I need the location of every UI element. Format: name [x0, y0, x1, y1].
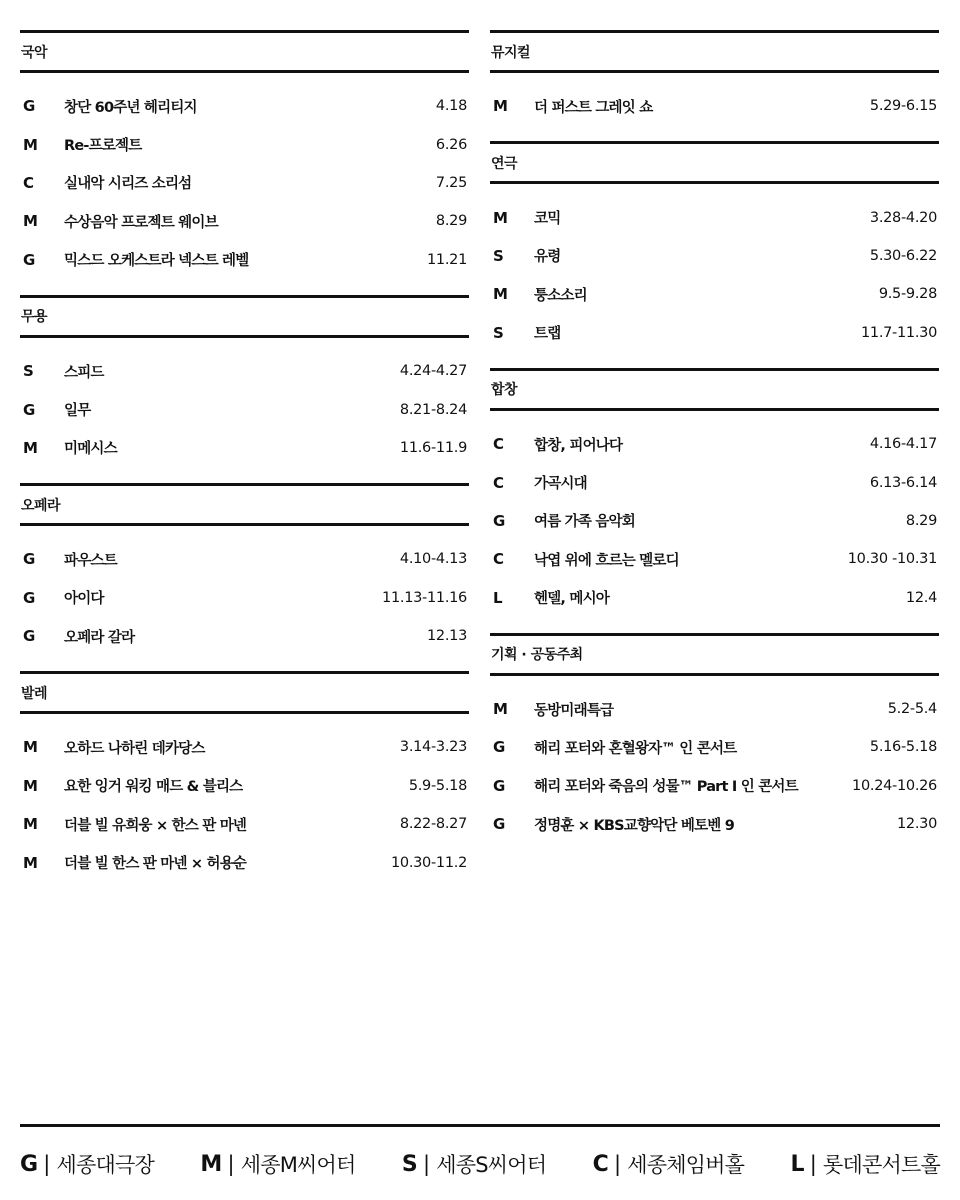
performance-title: 실내악 시리즈 소리섬 [64, 176, 192, 193]
performance-list [20, 526, 469, 671]
venue-code: S [493, 246, 504, 265]
performance-row [20, 767, 469, 805]
performance-title: 여름 가족 음악회 [534, 514, 635, 531]
performance-list [490, 73, 939, 141]
performance-title: 유령 [534, 249, 561, 266]
category-section [20, 483, 469, 671]
venue-code: G [493, 511, 506, 530]
performance-title: 파우스트 [64, 552, 117, 569]
performance-row [20, 390, 469, 428]
legend-venue-code: S [401, 1151, 417, 1177]
performance-title: 미메시스 [64, 441, 117, 458]
category-section [490, 141, 939, 368]
performance-row [490, 502, 939, 540]
legend-separator: | [227, 1152, 234, 1176]
venue-code: M [23, 853, 38, 872]
venue-code: G [23, 550, 36, 569]
legend-item [200, 1149, 355, 1179]
performance-list [20, 714, 469, 898]
performance-date: 10.30-11.2 [390, 854, 467, 871]
performance-date: 8.29 [905, 512, 937, 529]
performance-list [20, 338, 469, 483]
performance-date: 9.5-9.28 [878, 286, 937, 303]
category-section [20, 295, 469, 483]
category-section [490, 633, 939, 860]
performance-title: 믹스드 오케스트라 넥스트 레벨 [64, 253, 249, 270]
performance-row [20, 728, 469, 766]
category-heading: 무용 [20, 295, 469, 338]
performance-title: 가곡시대 [534, 476, 587, 493]
performance-list [490, 676, 939, 860]
venue-code: M [23, 438, 38, 457]
performance-row [20, 164, 469, 202]
performance-title: 해리 포터와 죽음의 성물™ Part I 인 콘서트 [534, 779, 798, 796]
legend-item [791, 1149, 940, 1179]
venue-code: G [23, 400, 36, 419]
performance-title: 코믹 [534, 211, 561, 228]
legend-venue-code: M [200, 1151, 222, 1177]
performance-row [490, 314, 939, 352]
venue-code: C [23, 173, 35, 192]
performance-date: 11.6-11.9 [399, 439, 467, 456]
performance-date: 11.13-11.16 [382, 589, 467, 606]
legend-venue-code: C [592, 1151, 608, 1177]
venue-code: L [493, 588, 503, 607]
performance-title: 헨델, 메시아 [534, 591, 609, 608]
performance-row [20, 579, 469, 617]
legend-venue-name: 세종S씨어터 [436, 1153, 547, 1177]
performance-row [20, 843, 469, 881]
performance-row [490, 540, 939, 578]
performance-date: 8.21-8.24 [399, 401, 467, 418]
venue-code: G [23, 588, 36, 607]
performance-date: 12.30 [896, 816, 937, 833]
performance-title: Re-프로젝트 [64, 138, 142, 155]
performance-row [20, 617, 469, 655]
performance-date: 5.29-6.15 [869, 98, 937, 115]
performance-title: 스피드 [64, 364, 104, 381]
venue-code: M [23, 738, 38, 757]
venue-code: C [493, 473, 505, 492]
category-heading: 오페라 [20, 483, 469, 526]
performance-date: 4.24-4.27 [399, 363, 467, 380]
category-section [490, 368, 939, 633]
performance-title: 합창, 피어나다 [534, 437, 623, 454]
venue-code: M [23, 212, 38, 231]
performance-title: 창단 60주년 헤리티지 [64, 99, 197, 116]
performance-date: 6.13-6.14 [869, 474, 937, 491]
venue-code: G [493, 738, 506, 757]
legend-item [20, 1149, 154, 1179]
performance-date: 11.21 [426, 251, 467, 268]
performance-row [490, 237, 939, 275]
venue-code: G [493, 776, 506, 795]
legend-item [593, 1149, 745, 1179]
right-column [490, 30, 939, 859]
category-heading: 합창 [490, 368, 939, 411]
performance-row [20, 352, 469, 390]
performance-row [20, 202, 469, 240]
performance-row [490, 579, 939, 617]
performance-row [490, 463, 939, 501]
legend-separator: | [422, 1152, 430, 1176]
category-section [490, 30, 939, 141]
performance-title: 정명훈 × KBS교향악단 베토벤 9 [534, 817, 735, 834]
performance-date: 5.9-5.18 [408, 777, 467, 794]
performance-row [20, 540, 469, 578]
performance-date: 10.30 -10.31 [847, 551, 937, 568]
performance-title: 아이다 [64, 591, 104, 608]
performance-row [490, 690, 939, 728]
venue-code: G [493, 815, 506, 834]
performance-date: 11.7-11.30 [860, 324, 937, 341]
category-heading: 연극 [490, 141, 939, 184]
category-heading: 기획 · 공동주최 [490, 633, 939, 676]
legend-venue-name: 세종체임버홀 [627, 1153, 745, 1177]
legend-divider [20, 1124, 940, 1127]
venue-code: M [23, 815, 38, 834]
venue-code: G [23, 627, 36, 646]
performance-title: 일무 [64, 403, 91, 420]
performance-date: 6.26 [435, 136, 467, 153]
performance-title: 더 퍼스트 그레잇 쇼 [534, 99, 653, 116]
performance-date: 12.4 [905, 589, 937, 606]
performance-date: 7.25 [435, 174, 467, 191]
performance-date: 5.30-6.22 [869, 247, 937, 264]
venue-code: S [493, 323, 504, 342]
performance-row [490, 198, 939, 236]
category-section [20, 30, 469, 295]
performance-row [20, 87, 469, 125]
venue-code: C [493, 435, 505, 454]
category-heading: 뮤지컬 [490, 30, 939, 73]
category-section [20, 671, 469, 898]
category-heading: 국악 [20, 30, 469, 73]
legend-venue-code: G [20, 1151, 38, 1177]
performance-row [20, 125, 469, 163]
performance-row [490, 87, 939, 125]
venue-code: G [23, 97, 36, 116]
legend-separator: | [613, 1152, 621, 1176]
legend-venue-name: 세종대극장 [56, 1153, 154, 1177]
performance-title: 퉁소소리 [534, 287, 587, 304]
performance-row [490, 275, 939, 313]
performance-date: 5.16-5.18 [869, 739, 937, 756]
performance-date: 4.16-4.17 [869, 436, 937, 453]
performance-title: 낙엽 위에 흐르는 멜로디 [534, 552, 679, 569]
venue-code: S [23, 362, 34, 381]
performance-date: 10.24-10.26 [852, 777, 937, 794]
performance-row [490, 728, 939, 766]
performance-title: 수상음악 프로젝트 웨이브 [64, 214, 218, 231]
venue-code: M [493, 208, 508, 227]
legend-separator: | [809, 1152, 817, 1176]
venue-code: M [23, 135, 38, 154]
performance-date: 8.29 [435, 213, 467, 230]
legend-separator: | [43, 1152, 50, 1176]
performance-date: 8.22-8.27 [399, 816, 467, 833]
legend-venue-name: 세종M씨어터 [240, 1153, 356, 1177]
performance-row [20, 805, 469, 843]
performance-title: 요한 잉거 워킹 매드 & 블리스 [64, 779, 243, 796]
performance-date: 12.13 [426, 628, 467, 645]
venue-code: M [493, 97, 508, 116]
legend-venue-code: L [790, 1151, 804, 1177]
legend-item [402, 1149, 546, 1179]
left-column [20, 30, 469, 898]
performance-date: 4.10-4.13 [399, 551, 467, 568]
legend-venue-name: 롯데콘서트홀 [823, 1153, 940, 1177]
venue-legend [20, 1144, 940, 1184]
performance-date: 3.28-4.20 [869, 209, 937, 226]
performance-title: 더블 빌 유희웅 × 한스 판 마넨 [64, 817, 247, 834]
venue-code: M [493, 700, 508, 719]
performance-row [490, 425, 939, 463]
performance-date: 5.2-5.4 [887, 701, 937, 718]
venue-code: M [23, 776, 38, 795]
performance-title: 오하드 나하린 데카당스 [64, 740, 205, 757]
performance-list [490, 411, 939, 633]
performance-date: 3.14-3.23 [399, 739, 467, 756]
performance-row [490, 805, 939, 843]
performance-list [20, 73, 469, 295]
performance-title: 더블 빌 한스 판 마넨 × 허용순 [64, 856, 247, 873]
performance-title: 동방미래특급 [534, 702, 614, 719]
performance-row [20, 241, 469, 279]
venue-code: C [493, 550, 505, 569]
venue-code: G [23, 250, 36, 269]
performance-date: 4.18 [435, 98, 467, 115]
performance-row [20, 429, 469, 467]
venue-code: M [493, 285, 508, 304]
performance-title: 해리 포터와 혼혈왕자™ 인 콘서트 [534, 740, 737, 757]
performance-title: 오페라 갈라 [64, 629, 135, 646]
performance-row [490, 767, 939, 805]
performance-list [490, 184, 939, 368]
performance-title: 트랩 [534, 326, 561, 343]
category-heading: 발레 [20, 671, 469, 714]
